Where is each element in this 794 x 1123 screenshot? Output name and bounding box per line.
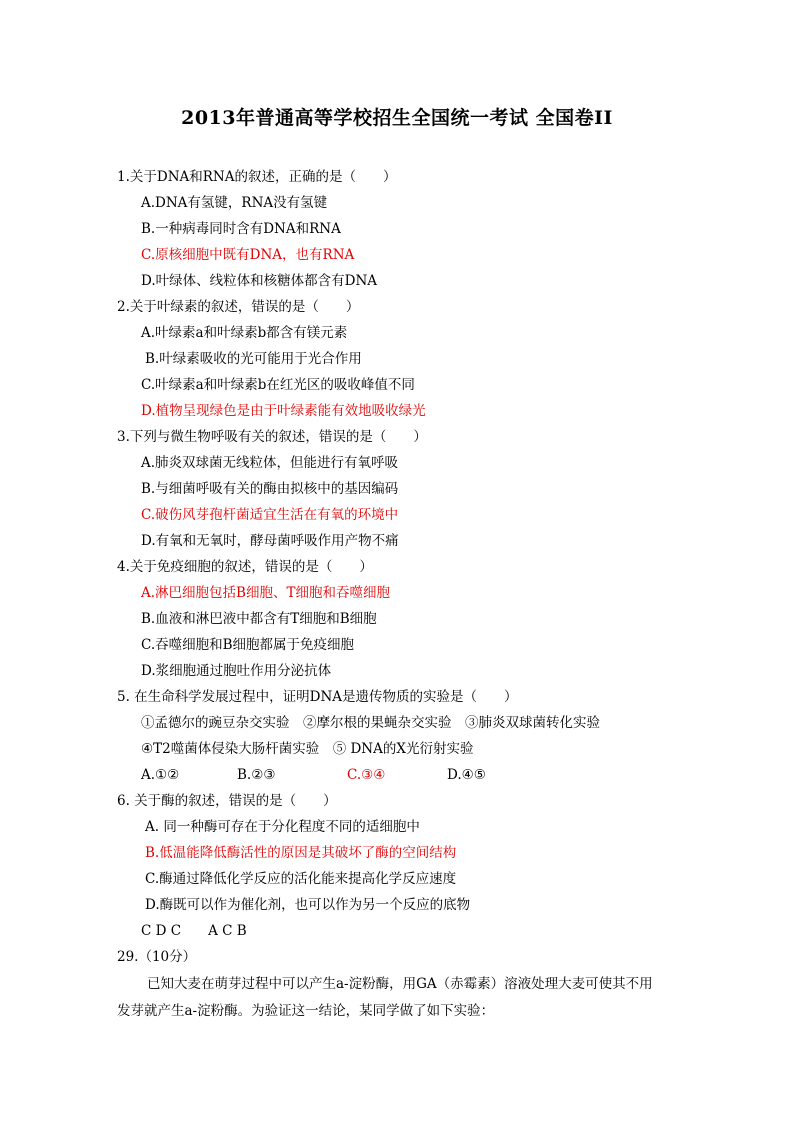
q4-option-c: C.吞噬细胞和B细胞都属于免疫细胞 — [141, 637, 355, 653]
q2-stem: 2.关于叶绿素的叙述，错误的是（ ） — [117, 299, 360, 315]
q5-stem: 5. 在生命科学发展过程中，证明DNA是遗传物质的实验是（ ） — [117, 689, 518, 705]
q2-option-d: D.植物呈现绿色是由于叶绿素能有效地吸收绿光 — [141, 403, 426, 419]
q3-option-a: A.肺炎双球菌无线粒体，但能进行有氧呼吸 — [141, 455, 399, 471]
q6-option-d: D.酶既可以作为催化剂，也可以作为另一个反应的底物 — [145, 897, 471, 913]
q29-paragraph-line-2: 发芽就产生a-淀粉酶。为验证这一结论，某同学做了如下实验： — [117, 1003, 495, 1019]
answer-key: C D C A C B — [141, 923, 247, 939]
q5-option-b: B.②③ — [237, 767, 276, 783]
q1-option-c: C.原核细胞中既有DNA，也有RNA — [141, 247, 355, 263]
q1-option-a: A.DNA有氢键，RNA没有氢键 — [141, 195, 328, 211]
q4-option-a: A.淋巴细胞包括B细胞、T细胞和吞噬细胞 — [141, 585, 390, 601]
q5-option-d: D.④⑤ — [447, 767, 486, 783]
q3-option-b: B.与细菌呼吸有关的酶由拟核中的基因编码 — [141, 481, 399, 497]
page-title: 2013年普通高等学校招生全国统一考试 全国卷II — [181, 107, 613, 129]
q1-option-b: B.一种病毒同时含有DNA和RNA — [141, 221, 341, 237]
q2-option-b: B.叶绿素吸收的光可能用于光合作用 — [145, 351, 362, 367]
q1-option-d: D.叶绿体、线粒体和核糖体都含有DNA — [141, 273, 378, 289]
q2-option-c: C.叶绿素a和叶绿素b在红光区的吸收峰值不同 — [141, 377, 415, 393]
q3-option-d: D.有氧和无氧时，酵母菌呼吸作用产物不痛 — [141, 533, 399, 549]
q6-option-a: A. 同一种酶可存在于分化程度不同的适细胞中 — [145, 819, 420, 835]
q3-stem: 3.下列与微生物呼吸有关的叙述，错误的是（ ） — [117, 429, 427, 445]
q4-option-b: B.血液和淋巴液中都含有T细胞和B细胞 — [141, 611, 377, 627]
q5-option-c: C.③④ — [347, 767, 386, 783]
q1-stem: 1.关于DNA和RNA的叙述，正确的是（ ） — [117, 169, 397, 185]
q6-stem: 6. 关于酶的叙述，错误的是（ ） — [117, 793, 337, 809]
q3-option-c: C.破伤风芽孢杆菌适宜生活在有氧的环境中 — [141, 507, 399, 523]
q4-option-d: D.浆细胞通过胞吐作用分泌抗体 — [141, 663, 332, 679]
q6-option-c: C.酶通过降低化学反应的活化能来提高化学反应速度 — [145, 871, 457, 887]
q29-stem: 29.（10分） — [117, 949, 197, 965]
q6-option-b: B.低温能降低酶活性的原因是其破坏了酶的空间结构 — [145, 845, 457, 861]
q29-paragraph-line-1: 已知大麦在萌芽过程中可以产生a-淀粉酶，用GA（赤霉素）溶液处理大麦可使其不用 — [147, 976, 653, 992]
q5-items-line-2: ④T2噬菌体侵染大肠杆菌实验 ⑤ DNA的X光衍射实验 — [141, 741, 474, 757]
q5-items-line-1: ①孟德尔的豌豆杂交实验 ②摩尔根的果蝇杂交实验 ③肺炎双球菌转化实验 — [141, 715, 600, 731]
q4-stem: 4.关于免疫细胞的叙述，错误的是（ ） — [117, 559, 373, 575]
q2-option-a: A.叶绿素a和叶绿素b都含有镁元素 — [141, 325, 348, 341]
q5-option-a: A.①② — [141, 767, 180, 783]
